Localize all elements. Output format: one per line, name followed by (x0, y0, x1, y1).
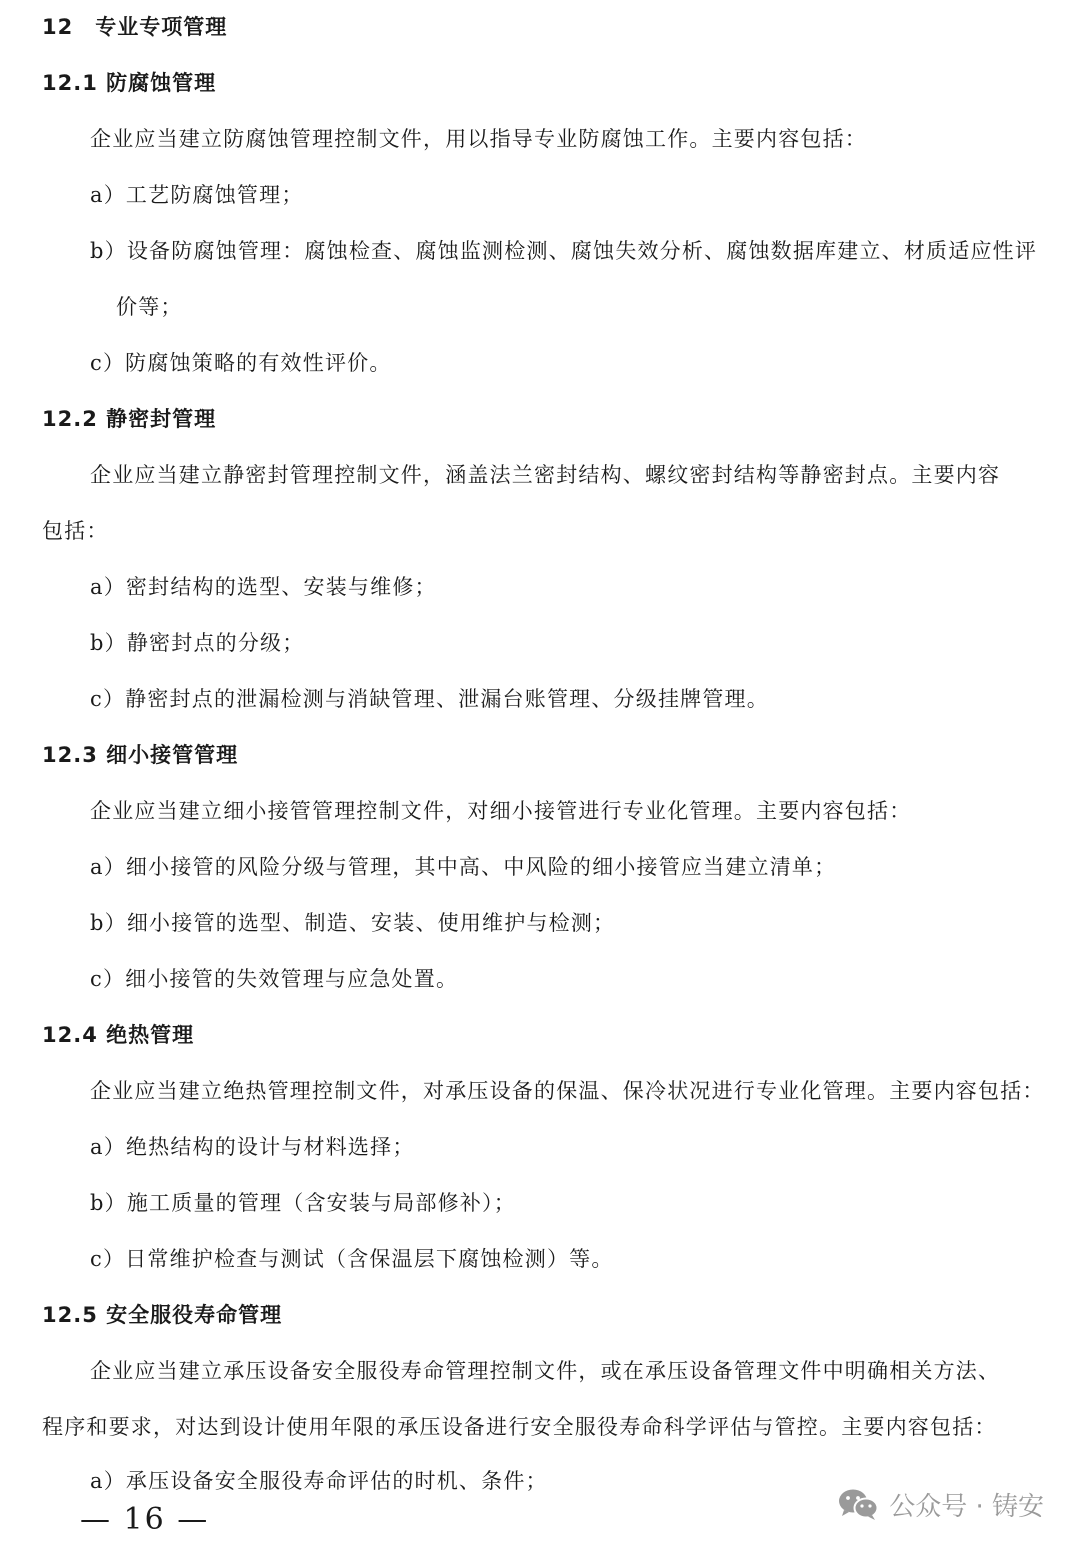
section-12-5-intro-line1: 企业应当建立承压设备安全服役寿命管理控制文件，或在承压设备管理文件中明确相关方法、 (90, 1359, 1001, 1383)
section-12-title: 12 专业专项管理 (42, 15, 228, 39)
section-12-1-item-b-line2: 价等； (116, 295, 183, 319)
section-12-1-item-a: a）工艺防腐蚀管理； (90, 183, 304, 207)
section-12-3-item-c: c）细小接管的失效管理与应急处置。 (90, 967, 459, 991)
section-12-5-heading: 12.5 安全服役寿命管理 (42, 1303, 283, 1327)
section-12-3-heading: 12.3 细小接管管理 (42, 743, 239, 767)
section-12-1-item-c: c）防腐蚀策略的有效性评价。 (90, 351, 392, 375)
section-12-2-item-a: a）密封结构的选型、安装与维修； (90, 575, 437, 599)
section-12-5-item-a: a）承压设备安全服役寿命评估的时机、条件； (90, 1469, 548, 1493)
watermark (837, 1484, 1044, 1524)
section-12-1-intro: 企业应当建立防腐蚀管理控制文件，用以指导专业防腐蚀工作。主要内容包括： (90, 127, 867, 151)
page-number: — 16 — (80, 1502, 210, 1537)
section-12-4-item-b: b）施工质量的管理（含安装与局部修补）； (90, 1191, 516, 1215)
section-12-4-heading: 12.4 绝热管理 (42, 1023, 195, 1047)
section-12-5-intro-line2: 程序和要求，对达到设计使用年限的承压设备进行安全服役寿命科学评估与管控。主要内容包括： (42, 1415, 997, 1439)
section-12-3-item-b: b）细小接管的选型、制造、安装、使用维护与检测； (90, 911, 616, 935)
section-12-4-intro: 企业应当建立绝热管理控制文件，对承压设备的保温、保冷状况进行专业化管理。主要内容包括： (90, 1079, 1045, 1103)
wechat-icon (837, 1487, 879, 1521)
section-12-4-item-a: a）绝热结构的设计与材料选择； (90, 1135, 415, 1159)
section-12-4-item-c: c）日常维护检查与测试（含保温层下腐蚀检测）等。 (90, 1247, 614, 1271)
section-12-2-item-c: c）静密封点的泄漏检测与消缺管理、泄漏台账管理、分级挂牌管理。 (90, 687, 769, 711)
section-12-2-intro-line2: 包括： (42, 519, 109, 543)
section-12-1-heading: 12.1 防腐蚀管理 (42, 71, 217, 95)
section-12-2-heading: 12.2 静密封管理 (42, 407, 217, 431)
section-12-3-intro: 企业应当建立细小接管管理控制文件，对细小接管进行专业化管理。主要内容包括： (90, 799, 912, 823)
section-12-3-item-a: a）细小接管的风险分级与管理，其中高、中风险的细小接管应当建立清单； (90, 855, 837, 879)
section-12-2-item-b: b）静密封点的分级； (90, 631, 305, 655)
section-12-2-intro-line1: 企业应当建立静密封管理控制文件，涵盖法兰密封结构、螺纹密封结构等静密封点。主要内容 (90, 463, 1001, 487)
section-12-1-item-b-line1: b）设备防腐蚀管理：腐蚀检查、腐蚀监测检测、腐蚀失效分析、腐蚀数据库建立、材质适应性评 (90, 239, 1038, 263)
watermark-text: 公众号 · 铸安 (889, 1491, 1044, 1522)
